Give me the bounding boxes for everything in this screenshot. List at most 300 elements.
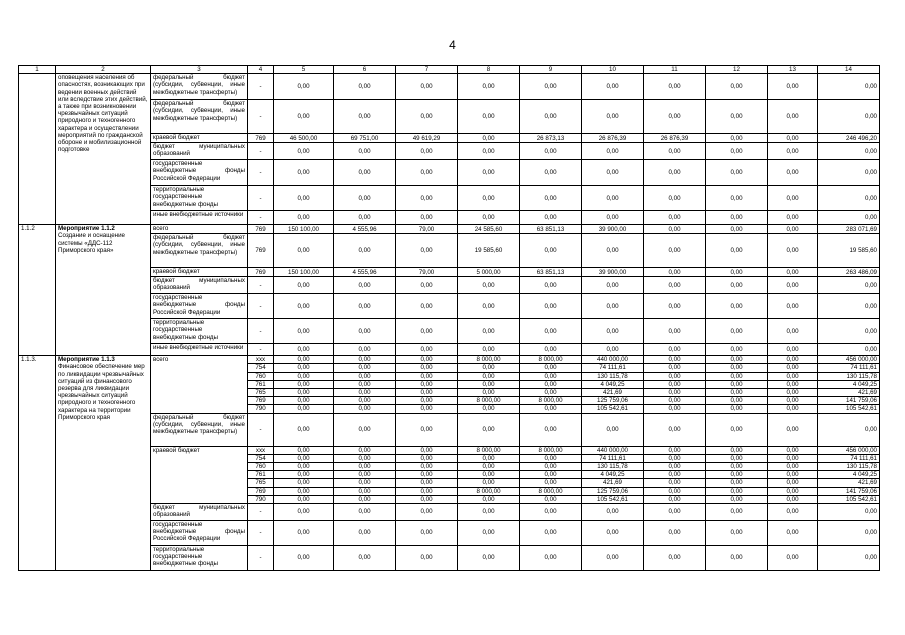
value-cell: 4 555,96 — [334, 225, 396, 234]
value-cell: 0,00 — [520, 234, 582, 268]
value-cell: 0,00 — [334, 463, 396, 471]
value-cell: 0,00 — [768, 372, 818, 380]
value-cell: 0,00 — [334, 454, 396, 462]
value-cell: 0,00 — [706, 495, 768, 503]
value-cell: 0,00 — [582, 504, 644, 521]
value-cell: 0,00 — [458, 372, 520, 380]
value-cell: 0,00 — [396, 234, 458, 268]
value-cell: 0,00 — [644, 356, 706, 364]
value-cell: 0,00 — [706, 521, 768, 546]
value-cell: 0,00 — [274, 294, 334, 319]
value-cell: 0,00 — [706, 268, 768, 277]
value-cell: 8 000,00 — [458, 356, 520, 364]
value-cell: 0,00 — [768, 74, 818, 100]
value-cell: 105 542,61 — [582, 405, 644, 413]
header-cell: 8 — [458, 66, 520, 74]
value-cell: 0,00 — [818, 143, 880, 160]
value-cell: 0,00 — [458, 521, 520, 546]
value-cell: 150 100,00 — [274, 268, 334, 277]
value-cell: 0,00 — [644, 319, 706, 344]
value-cell: 0,00 — [396, 454, 458, 462]
value-cell: 0,00 — [768, 344, 818, 356]
value-cell: 0,00 — [768, 143, 818, 160]
code-cell: 761 — [248, 380, 274, 388]
code-cell: 769 — [248, 134, 274, 143]
value-cell: 125 759,06 — [582, 397, 644, 405]
value-cell: 0,00 — [334, 186, 396, 211]
value-cell: 0,00 — [396, 463, 458, 471]
value-cell: 0,00 — [274, 160, 334, 186]
value-cell: 0,00 — [520, 521, 582, 546]
value-cell: 456 000,00 — [818, 356, 880, 364]
value-cell: 0,00 — [768, 471, 818, 479]
value-cell: 0,00 — [458, 454, 520, 462]
code-cell: - — [248, 521, 274, 546]
value-cell: 0,00 — [274, 319, 334, 344]
value-cell: 0,00 — [274, 413, 334, 446]
value-cell: 0,00 — [582, 319, 644, 344]
value-cell: 0,00 — [274, 446, 334, 454]
value-cell: 421,69 — [582, 479, 644, 487]
value-cell: 4 049,25 — [582, 380, 644, 388]
value-cell: 0,00 — [274, 380, 334, 388]
value-cell: 0,00 — [274, 487, 334, 495]
value-cell: 0,00 — [706, 397, 768, 405]
value-cell: 0,00 — [706, 504, 768, 521]
header-cell: 14 — [818, 66, 880, 74]
value-cell: 0,00 — [334, 397, 396, 405]
value-cell: 0,00 — [458, 471, 520, 479]
value-cell: 0,00 — [274, 463, 334, 471]
value-cell: 0,00 — [644, 268, 706, 277]
value-cell: 0,00 — [818, 186, 880, 211]
value-cell: 0,00 — [768, 504, 818, 521]
code-cell: - — [248, 344, 274, 356]
value-cell: 0,00 — [520, 319, 582, 344]
value-cell: 0,00 — [644, 211, 706, 225]
value-cell: 0,00 — [706, 413, 768, 446]
value-cell: 0,00 — [334, 389, 396, 397]
value-cell: 0,00 — [644, 234, 706, 268]
value-cell: 8 000,00 — [458, 487, 520, 495]
value-cell: 0,00 — [334, 100, 396, 134]
value-cell: 0,00 — [706, 319, 768, 344]
value-cell: 0,00 — [520, 413, 582, 446]
value-cell: 0,00 — [396, 143, 458, 160]
value-cell: 0,00 — [458, 277, 520, 294]
value-cell: 0,00 — [706, 100, 768, 134]
header-cell: 10 — [582, 66, 644, 74]
code-cell: 769 — [248, 268, 274, 277]
value-cell: 0,00 — [582, 100, 644, 134]
value-cell: 0,00 — [520, 405, 582, 413]
value-cell: 0,00 — [706, 389, 768, 397]
value-cell: 74 111,61 — [818, 454, 880, 462]
source-cell: бюджет муниципальных образований — [151, 504, 248, 521]
value-cell: 0,00 — [274, 471, 334, 479]
header-cell: 3 — [151, 66, 248, 74]
source-cell: территориальные государственные внебюджетные фонды — [151, 546, 248, 571]
code-cell: 760 — [248, 372, 274, 380]
value-cell: 46 500,00 — [274, 134, 334, 143]
header-row — [19, 66, 880, 74]
value-cell: 440 000,00 — [582, 356, 644, 364]
header-cell: 6 — [334, 66, 396, 74]
value-cell: 105 542,61 — [818, 495, 880, 503]
value-cell: 0,00 — [818, 160, 880, 186]
value-cell: 0,00 — [706, 446, 768, 454]
page-number: 4 — [449, 38, 456, 52]
row-number-cell — [19, 74, 56, 225]
value-cell: 0,00 — [334, 364, 396, 372]
value-cell: 0,00 — [768, 389, 818, 397]
value-cell: 0,00 — [396, 344, 458, 356]
value-cell: 0,00 — [644, 143, 706, 160]
value-cell: 0,00 — [274, 211, 334, 225]
value-cell: 0,00 — [458, 294, 520, 319]
value-cell: 0,00 — [396, 160, 458, 186]
value-cell: 0,00 — [644, 225, 706, 234]
source-cell: краевой бюджет — [151, 268, 248, 277]
value-cell: 0,00 — [520, 277, 582, 294]
value-cell: 8 000,00 — [520, 356, 582, 364]
value-cell: 0,00 — [520, 211, 582, 225]
value-cell: 0,00 — [458, 364, 520, 372]
value-cell: 0,00 — [458, 504, 520, 521]
source-cell: всего — [151, 356, 248, 413]
table-row — [19, 356, 880, 364]
value-cell: 456 000,00 — [818, 446, 880, 454]
value-cell: 141 759,06 — [818, 487, 880, 495]
value-cell: 0,00 — [706, 364, 768, 372]
value-cell: 0,00 — [768, 405, 818, 413]
source-cell: федеральный бюджет (субсидии, субвенции, иные межбюджетные трансферты) — [151, 74, 248, 100]
value-cell: 0,00 — [334, 372, 396, 380]
value-cell: 63 851,13 — [520, 268, 582, 277]
value-cell: 0,00 — [520, 546, 582, 571]
value-cell: 0,00 — [520, 372, 582, 380]
value-cell: 0,00 — [396, 356, 458, 364]
source-cell: иные внебюджетные источники — [151, 211, 248, 225]
value-cell: 49 619,29 — [396, 134, 458, 143]
measure-title-bold: Мероприятие 1.1.3 — [58, 356, 115, 364]
source-cell: федеральный бюджет (субсидии, субвенции, иные межбюджетные трансферты) — [151, 100, 248, 134]
value-cell: 0,00 — [458, 495, 520, 503]
value-cell: 0,00 — [706, 225, 768, 234]
value-cell: 0,00 — [520, 364, 582, 372]
value-cell: 0,00 — [644, 454, 706, 462]
value-cell: 0,00 — [396, 186, 458, 211]
value-cell: 0,00 — [706, 463, 768, 471]
code-cell: 765 — [248, 479, 274, 487]
code-cell: 790 — [248, 495, 274, 503]
value-cell: 0,00 — [334, 487, 396, 495]
value-cell: 0,00 — [706, 234, 768, 268]
value-cell: 0,00 — [334, 344, 396, 356]
header-cell: 7 — [396, 66, 458, 74]
value-cell: 0,00 — [644, 471, 706, 479]
value-cell: 0,00 — [520, 454, 582, 462]
value-cell: 0,00 — [520, 471, 582, 479]
measure-title — [56, 225, 151, 356]
value-cell: 0,00 — [644, 463, 706, 471]
value-cell: 4 049,25 — [818, 471, 880, 479]
source-cell: территориальные государственные внебюджетные фонды — [151, 319, 248, 344]
source-cell: бюджет муниципальных образований — [151, 277, 248, 294]
value-cell: 0,00 — [458, 463, 520, 471]
value-cell: 0,00 — [644, 413, 706, 446]
source-cell: федеральный бюджет (субсидии, субвенции, иные межбюджетные трансферты) — [151, 234, 248, 268]
value-cell: 421,69 — [582, 389, 644, 397]
header-cell: 2 — [56, 66, 151, 74]
value-cell: 26 876,39 — [582, 134, 644, 143]
source-cell: государственные внебюджетные фонды Российской Федерации — [151, 294, 248, 319]
value-cell: 0,00 — [458, 344, 520, 356]
source-cell: всего — [151, 225, 248, 234]
code-cell: - — [248, 143, 274, 160]
value-cell: 0,00 — [582, 546, 644, 571]
code-cell: - — [248, 546, 274, 571]
value-cell: 0,00 — [334, 319, 396, 344]
value-cell: 125 759,06 — [582, 487, 644, 495]
measure-title-bold: Мероприятие 1.1.2 — [58, 225, 115, 233]
value-cell: 0,00 — [706, 546, 768, 571]
value-cell: 0,00 — [458, 100, 520, 134]
value-cell: 0,00 — [768, 397, 818, 405]
source-cell: краевой бюджет — [151, 446, 248, 503]
header-cell: 5 — [274, 66, 334, 74]
value-cell: 0,00 — [458, 319, 520, 344]
row-number-cell: 1.1.2 — [19, 225, 56, 356]
value-cell: 74 111,61 — [818, 364, 880, 372]
value-cell: 0,00 — [520, 186, 582, 211]
value-cell: 0,00 — [274, 372, 334, 380]
value-cell: 0,00 — [644, 521, 706, 546]
value-cell: 0,00 — [334, 495, 396, 503]
value-cell: 0,00 — [396, 380, 458, 388]
value-cell: 0,00 — [520, 100, 582, 134]
value-cell: 0,00 — [396, 364, 458, 372]
value-cell: 0,00 — [396, 521, 458, 546]
value-cell: 0,00 — [274, 521, 334, 546]
value-cell: 0,00 — [644, 74, 706, 100]
value-cell: 0,00 — [458, 405, 520, 413]
value-cell: 0,00 — [520, 495, 582, 503]
value-cell: 0,00 — [520, 160, 582, 186]
value-cell: 0,00 — [334, 143, 396, 160]
value-cell: 0,00 — [582, 160, 644, 186]
measure-title — [56, 356, 151, 571]
value-cell: 0,00 — [768, 495, 818, 503]
value-cell: 246 496,20 — [818, 134, 880, 143]
value-cell: 0,00 — [396, 100, 458, 134]
value-cell: 69 751,00 — [334, 134, 396, 143]
value-cell: 0,00 — [274, 364, 334, 372]
value-cell: 0,00 — [458, 380, 520, 388]
code-cell: 754 — [248, 454, 274, 462]
value-cell: 0,00 — [706, 344, 768, 356]
value-cell: 0,00 — [334, 479, 396, 487]
value-cell: 0,00 — [818, 294, 880, 319]
value-cell: 0,00 — [334, 413, 396, 446]
value-cell: 105 542,61 — [582, 495, 644, 503]
code-cell: 761 — [248, 471, 274, 479]
code-cell: - — [248, 160, 274, 186]
value-cell: 0,00 — [706, 405, 768, 413]
source-cell: государственные внебюджетные фонды Российской Федерации — [151, 521, 248, 546]
value-cell: 0,00 — [644, 405, 706, 413]
value-cell: 74 111,61 — [582, 364, 644, 372]
value-cell: 0,00 — [706, 454, 768, 462]
value-cell: 0,00 — [706, 294, 768, 319]
value-cell: 0,00 — [274, 389, 334, 397]
value-cell: 0,00 — [644, 277, 706, 294]
value-cell: 0,00 — [458, 143, 520, 160]
value-cell: 0,00 — [768, 446, 818, 454]
value-cell: 0,00 — [274, 344, 334, 356]
value-cell: 0,00 — [582, 143, 644, 160]
value-cell: 0,00 — [706, 479, 768, 487]
value-cell: 26 873,13 — [520, 134, 582, 143]
value-cell: 0,00 — [706, 143, 768, 160]
value-cell: 0,00 — [706, 372, 768, 380]
value-cell: 0,00 — [274, 277, 334, 294]
value-cell: 0,00 — [768, 454, 818, 462]
value-cell: 0,00 — [706, 277, 768, 294]
value-cell: 0,00 — [818, 344, 880, 356]
value-cell: 0,00 — [818, 546, 880, 571]
value-cell: 0,00 — [768, 186, 818, 211]
value-cell: 0,00 — [644, 397, 706, 405]
value-cell: 0,00 — [274, 405, 334, 413]
value-cell: 0,00 — [768, 225, 818, 234]
value-cell: 130 115,78 — [818, 372, 880, 380]
header-cell: 13 — [768, 66, 818, 74]
value-cell: 0,00 — [768, 380, 818, 388]
value-cell: 0,00 — [520, 74, 582, 100]
code-cell: - — [248, 294, 274, 319]
value-cell: 0,00 — [768, 356, 818, 364]
value-cell: 8 000,00 — [520, 487, 582, 495]
value-cell: 0,00 — [520, 380, 582, 388]
value-cell: 0,00 — [274, 100, 334, 134]
value-cell: 0,00 — [334, 160, 396, 186]
value-cell: 0,00 — [396, 479, 458, 487]
value-cell: 0,00 — [644, 294, 706, 319]
value-cell: 0,00 — [334, 504, 396, 521]
source-cell: бюджет муниципальных образований — [151, 143, 248, 160]
value-cell: 0,00 — [458, 74, 520, 100]
value-cell: 0,00 — [334, 74, 396, 100]
value-cell: 79,00 — [396, 225, 458, 234]
measure-title-text: Создание и оснащение системы «ДДС-112 Приморского края» — [58, 232, 125, 254]
value-cell: 0,00 — [818, 74, 880, 100]
value-cell: 0,00 — [644, 186, 706, 211]
value-cell: 0,00 — [644, 389, 706, 397]
value-cell: 0,00 — [706, 211, 768, 225]
value-cell: 0,00 — [818, 100, 880, 134]
value-cell: 421,69 — [818, 479, 880, 487]
value-cell: 0,00 — [582, 277, 644, 294]
value-cell: 0,00 — [706, 186, 768, 211]
value-cell: 19 585,60 — [458, 234, 520, 268]
value-cell: 0,00 — [334, 234, 396, 268]
value-cell: 0,00 — [644, 344, 706, 356]
value-cell: 0,00 — [768, 234, 818, 268]
value-cell: 39 900,00 — [582, 268, 644, 277]
value-cell: 4 049,25 — [818, 380, 880, 388]
value-cell: 0,00 — [768, 160, 818, 186]
value-cell: 0,00 — [644, 504, 706, 521]
value-cell: 0,00 — [458, 211, 520, 225]
value-cell: 0,00 — [274, 504, 334, 521]
value-cell: 130 115,78 — [582, 372, 644, 380]
header-cell: 1 — [19, 66, 56, 74]
code-cell: 790 — [248, 405, 274, 413]
value-cell: 0,00 — [644, 546, 706, 571]
value-cell: 0,00 — [768, 134, 818, 143]
value-cell: 0,00 — [582, 234, 644, 268]
value-cell: 0,00 — [706, 160, 768, 186]
code-cell: 769 — [248, 487, 274, 495]
value-cell: 0,00 — [768, 277, 818, 294]
value-cell: 0,00 — [706, 356, 768, 364]
value-cell: 0,00 — [644, 100, 706, 134]
value-cell: 0,00 — [644, 446, 706, 454]
value-cell: 0,00 — [334, 546, 396, 571]
value-cell: 4 555,96 — [334, 268, 396, 277]
value-cell: 0,00 — [274, 546, 334, 571]
value-cell: 0,00 — [768, 319, 818, 344]
value-cell: 0,00 — [768, 487, 818, 495]
header-cell: 12 — [706, 66, 768, 74]
value-cell: 0,00 — [644, 364, 706, 372]
value-cell: 0,00 — [706, 74, 768, 100]
value-cell: 0,00 — [768, 268, 818, 277]
value-cell: 0,00 — [768, 294, 818, 319]
value-cell: 0,00 — [396, 389, 458, 397]
value-cell: 0,00 — [458, 389, 520, 397]
code-cell: - — [248, 504, 274, 521]
value-cell: 0,00 — [396, 294, 458, 319]
value-cell: 0,00 — [458, 186, 520, 211]
value-cell: 0,00 — [396, 397, 458, 405]
source-cell: государственные внебюджетные фонды Российской Федерации — [151, 160, 248, 186]
value-cell: 8 000,00 — [458, 446, 520, 454]
value-cell: 0,00 — [644, 372, 706, 380]
value-cell: 24 585,60 — [458, 225, 520, 234]
value-cell: 19 585,60 — [818, 234, 880, 268]
code-cell: - — [248, 413, 274, 446]
value-cell: 26 876,39 — [644, 134, 706, 143]
value-cell: 0,00 — [334, 380, 396, 388]
value-cell: 0,00 — [520, 294, 582, 319]
value-cell: 0,00 — [644, 487, 706, 495]
value-cell: 8 000,00 — [520, 446, 582, 454]
value-cell: 0,00 — [274, 356, 334, 364]
value-cell: 5 000,00 — [458, 268, 520, 277]
code-cell: 769 — [248, 397, 274, 405]
value-cell: 0,00 — [334, 356, 396, 364]
value-cell: 440 000,00 — [582, 446, 644, 454]
value-cell: 0,00 — [582, 211, 644, 225]
value-cell: 0,00 — [458, 160, 520, 186]
value-cell: 0,00 — [768, 546, 818, 571]
value-cell: 0,00 — [334, 471, 396, 479]
value-cell: 0,00 — [582, 186, 644, 211]
value-cell: 130 115,78 — [818, 463, 880, 471]
value-cell: 0,00 — [396, 319, 458, 344]
